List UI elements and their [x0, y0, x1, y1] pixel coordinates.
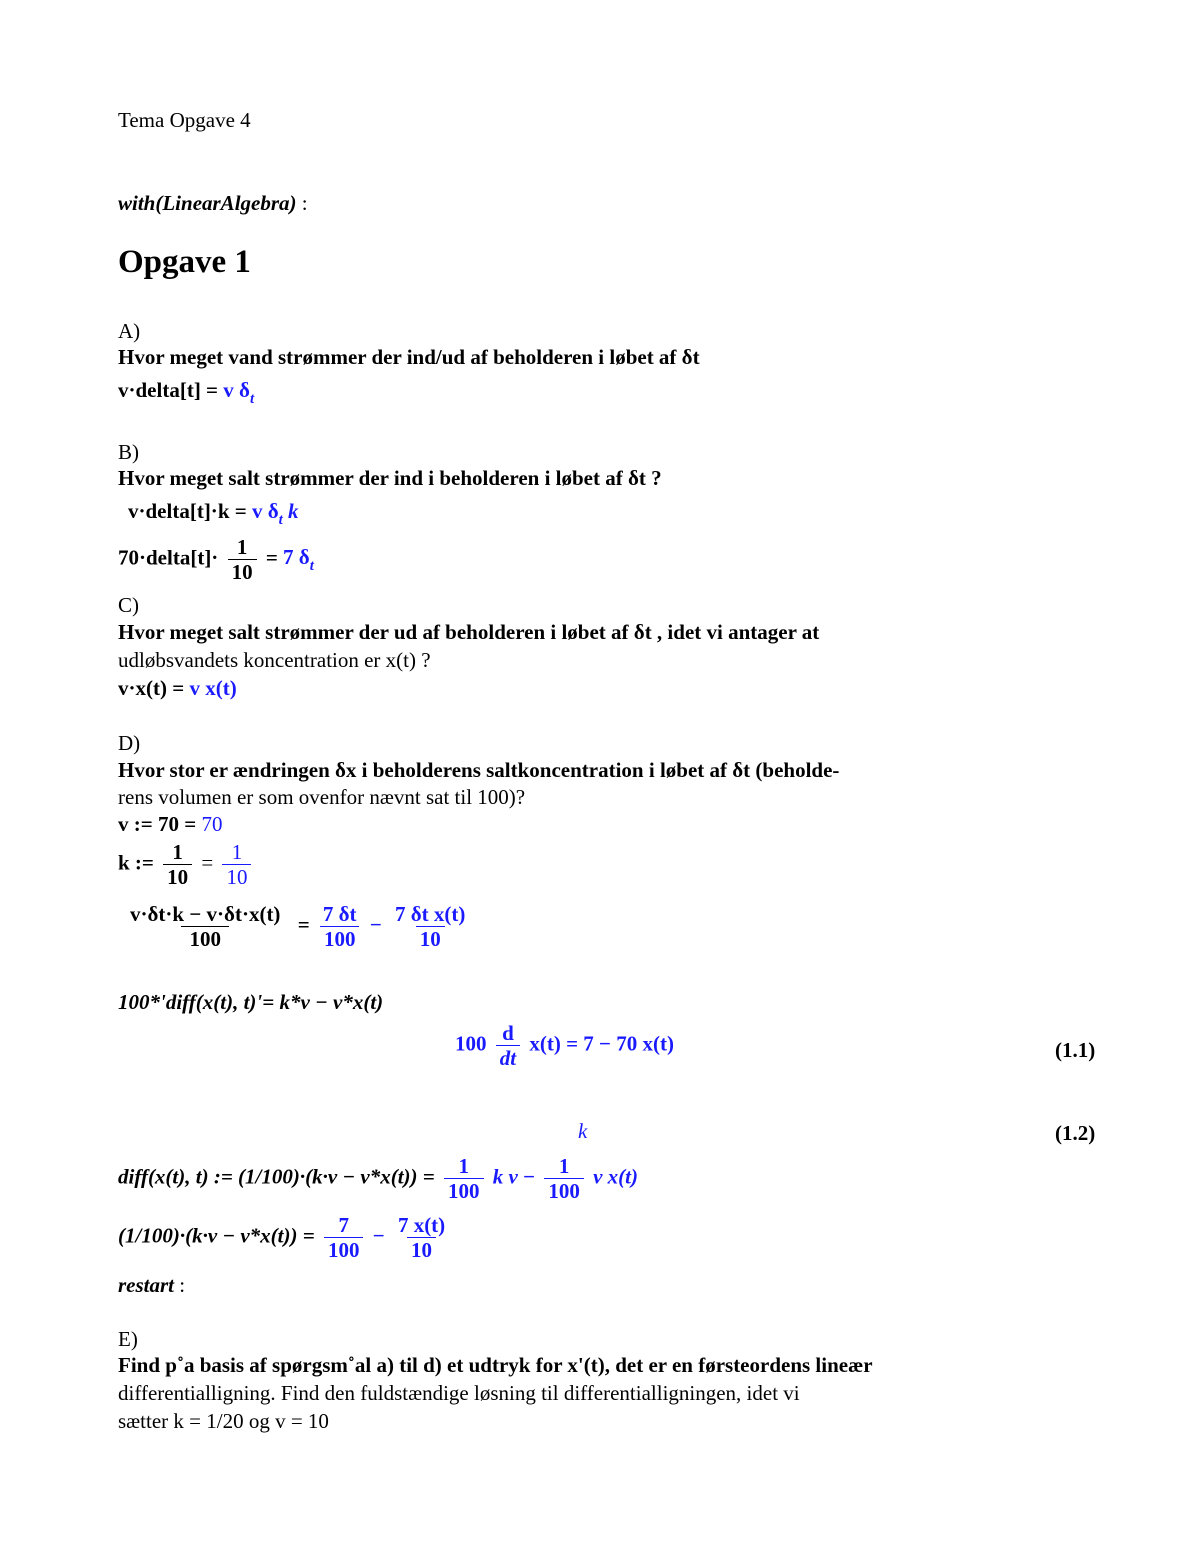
output-fraction-1: $\frac{7}{100}$	[324, 1213, 364, 1262]
output-fraction-2: $\frac{\text{7 δt x(t)}}{10}$	[395, 902, 466, 952]
restart-command[interactable]	[118, 1273, 185, 1298]
minus-sign: −	[372, 1223, 385, 1248]
equals-sign: =	[297, 912, 310, 937]
output-fraction-2: $\frac{1}{100}$	[544, 1154, 584, 1203]
fraction: $\frac{1}{10}$	[163, 840, 192, 889]
part-e-question-bold: Find p˚a basis af spørgsm˚al a) til d) et udtryk for x'(t), det er en førsteordens lineær	[118, 1353, 873, 1377]
diff-assignment[interactable]	[118, 1154, 638, 1203]
with-command-suffix: :	[296, 191, 308, 215]
part-b-math-2[interactable]	[118, 535, 314, 584]
part-c-question-plain: udløbsvandets koncentration er x(t) ?	[118, 648, 431, 672]
equals-sign: =	[265, 545, 278, 570]
eval-input: (1/100)·(k·v − v*x(t)) =	[118, 1223, 315, 1248]
ode-rhs: x(t) = 7 − 70 x(t)	[529, 1031, 674, 1056]
part-a-math[interactable]	[118, 378, 254, 408]
v-assignment-output: 70	[201, 812, 223, 836]
ode-output	[455, 1021, 674, 1070]
part-a-label: A)	[118, 319, 141, 343]
part-b-question: Hvor meget salt strømmer der ind i beholderen i løbet af δt ?	[118, 466, 662, 490]
output-fraction-2: $\frac{7 x(t)}{10}$	[397, 1213, 446, 1263]
equals-sign: =	[201, 850, 214, 875]
part-d-question-bold: Hvor stor er ændringen δx i beholderens saltkoncentration i løbet af δt (beholde-	[118, 758, 840, 782]
part-a-question: Hvor meget vand strømmer der ind/ud af beholderen i løbet af δt	[118, 345, 700, 369]
minus-sign: −	[369, 912, 382, 937]
part-d-question-plain: rens volumen er som ovenfor nævnt sat til 100)?	[118, 785, 526, 809]
ode-input[interactable]: 100*'diff(x(t), t)'= k*v − v*x(t)	[118, 990, 384, 1014]
with-command-text: with(LinearAlgebra)	[118, 191, 297, 215]
diff-assignment-input: diff(x(t), t) := (1/100)·(k·v − v*x(t)) =	[118, 1164, 435, 1189]
part-c-question-bold: Hvor meget salt strømmer der ud af beholderen i løbet af δt , idet vi antager at	[118, 620, 820, 644]
part-d-label: D)	[118, 731, 141, 755]
equation-label-1-2: (1.2)	[1055, 1121, 1096, 1145]
part-e-question-plain-2: sætter k = 1/20 og v = 10	[118, 1409, 329, 1433]
k-assignment-input: k :=	[118, 850, 154, 875]
part-e-question-plain-1: differentialligning. Find den fuldstændige løsning til differentialligningen, idet vi	[118, 1381, 800, 1405]
fraction: $\frac{1}{10}$	[228, 535, 257, 584]
part-b-input-1: v·delta[t]·k =	[128, 499, 247, 523]
section-heading: Opgave 1	[118, 244, 251, 280]
part-a-output: v $\delta_t$	[223, 378, 255, 407]
part-c-input: v·x(t) =	[118, 676, 185, 700]
with-command[interactable]	[118, 191, 308, 216]
output-term-2: v x(t)	[593, 1164, 638, 1189]
output-fraction-1: $\frac{1}{100}$	[444, 1154, 484, 1203]
eval-expression[interactable]	[118, 1213, 453, 1262]
v-assignment-input: v := 70 =	[118, 812, 197, 836]
document-title: Tema Opgave 4	[118, 108, 251, 132]
part-b-input-2: 70·delta[t]·	[118, 545, 219, 570]
part-b-output-2: 7 $\delta_t$	[283, 545, 314, 575]
minus-sign: −	[523, 1164, 536, 1189]
derivative-operator: $\frac{d}{dt}$	[496, 1021, 520, 1070]
part-b-math-1[interactable]	[128, 499, 299, 529]
part-c-math[interactable]	[118, 676, 237, 701]
part-a-input: v·delta[t] =	[118, 378, 219, 402]
ode-coefficient: 100	[455, 1031, 487, 1056]
k-assignment[interactable]	[118, 840, 255, 889]
restart-text: restart	[118, 1273, 175, 1297]
part-e-label: E)	[118, 1327, 138, 1351]
delta-x-expression[interactable]	[118, 902, 473, 951]
output-fraction-1: $\frac{7 \delta t}{100}$	[319, 902, 361, 951]
part-c-output: v x(t)	[189, 676, 237, 700]
part-b-label: B)	[118, 440, 139, 464]
k-output: k	[578, 1119, 588, 1143]
k-assignment-output: $\frac{1}{10}$	[222, 840, 251, 889]
part-b-output-1: v $\delta_t$ k	[251, 499, 299, 528]
part-c-label: C)	[118, 593, 139, 617]
output-term-1: k v	[492, 1164, 518, 1189]
v-assignment[interactable]	[118, 812, 222, 837]
restart-suffix: :	[174, 1273, 186, 1297]
equation-label-1-1: (1.1)	[1055, 1038, 1096, 1062]
expression-fraction: $\frac{v\cdot\delta t\cdot k - v\cdot\delta t\cdot x(t)}{100}$	[130, 902, 281, 952]
